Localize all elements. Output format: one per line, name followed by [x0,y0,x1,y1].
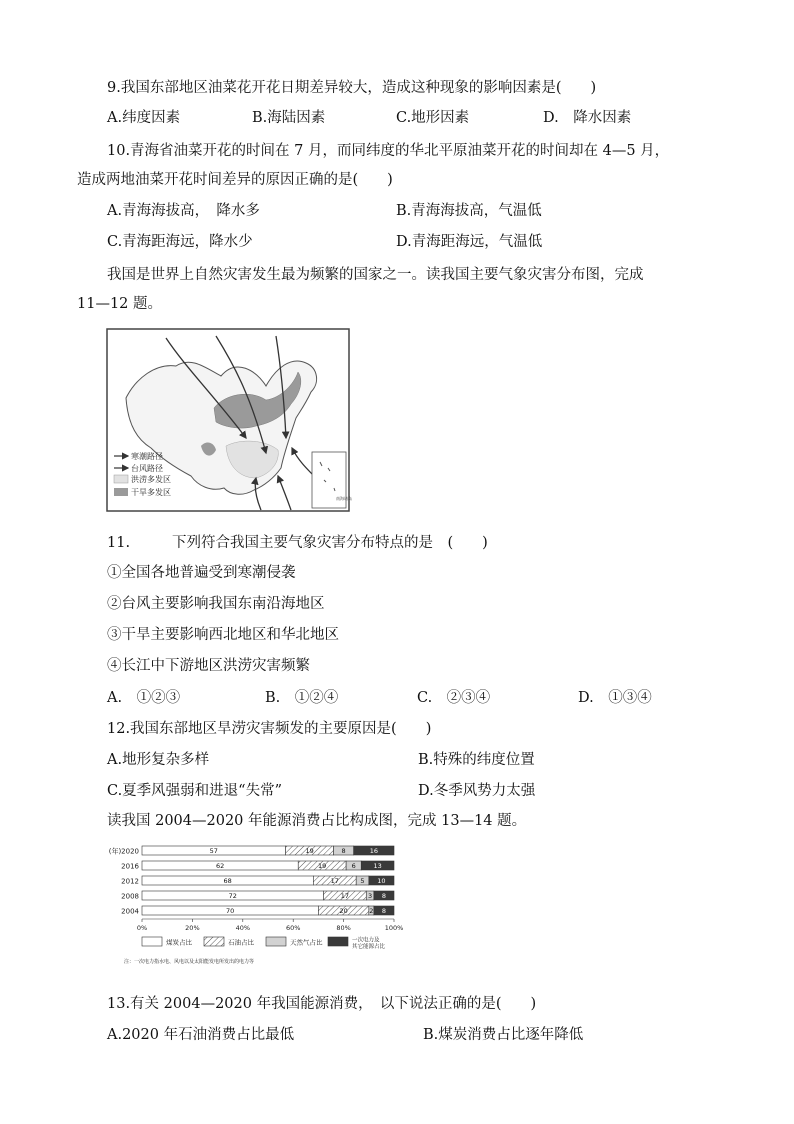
data-label: 72 [228,892,237,901]
map-legend-cold-wave: 寒潮路径 [131,452,163,461]
energy-consumption-chart [106,840,406,980]
data-label: 19 [305,847,314,856]
legend-swatch [204,937,224,946]
year-tick-label: 2012 [121,877,139,886]
q12-stem: 12.我国东部地区旱涝灾害频发的主要原因是( ) [107,721,432,737]
intro-13-14: 读我国 2004—2020 年能源消费占比构成图，完成 13—14 题。 [107,813,527,829]
x-tick-label: 80% [336,924,351,932]
q11-number: 11. [107,535,131,551]
year-tick-label: 2004 [121,907,139,916]
inset-label: 南海诸岛 [336,496,352,501]
q13-option-a: A.2020 年石油消费占比最低 [107,1027,295,1043]
year-tick-label: 2008 [121,892,139,901]
q9-option-d: D. 降水因素 [543,110,632,126]
legend-label: 石油占比 [228,938,254,947]
map-legend-flood: 洪涝多发区 [131,475,171,484]
q11-option-a: A. ①②③ [107,690,181,706]
data-label: 10 [377,877,386,886]
q10-option-d: D.青海距海远，气温低 [396,234,543,250]
q10-option-c: C.青海距海远，降水少 [107,234,253,250]
q11-stem: 下列符合我国主要气象灾害分布特点的是 ( ) [172,535,488,551]
q11-statement-4: ④长江中下游地区洪涝灾害频繁 [107,658,310,674]
q10-option-a: A.青海海拔高， 降水多 [107,203,260,219]
legend-label: 煤炭占比 [166,938,192,947]
legend-label: 一次电力及 [352,937,380,944]
q12-option-d: D.冬季风势力太强 [418,783,536,799]
intro-11-12-line1: 我国是世界上自然灾害发生最为频繁的国家之一。读我国主要气象灾害分布图，完成 [107,267,644,283]
data-label: 13 [373,862,382,871]
data-label: 8 [381,892,386,901]
data-label: 62 [215,862,225,871]
q13-option-b: B.煤炭消费占比逐年降低 [423,1027,584,1043]
data-label: 8 [381,907,386,916]
q12-option-c: C.夏季风强弱和进退“失常” [107,783,283,799]
legend-swatch [266,937,286,946]
q10-stem-line2: 造成两地油菜开花时间差异的原因正确的是( ) [77,172,393,188]
q11-option-b: B. ①②④ [265,690,339,706]
legend-swatch [142,937,162,946]
q11-statement-2: ②台风主要影响我国东南沿海地区 [107,596,325,612]
intro-11-12-line2: 11—12 题。 [77,296,163,312]
data-label: 20 [339,907,348,916]
q9-option-a: A.纬度因素 [107,110,181,126]
data-label: 8 [341,847,346,856]
legend-label: 天然气占比 [290,938,323,947]
x-tick-label: 0% [136,924,148,932]
q10-option-b: B.青海海拔高，气温低 [396,203,542,219]
x-tick-label: 40% [235,924,251,932]
q9-option-b: B.海陆因素 [252,110,326,126]
q9-stem: 9.我国东部地区油菜花开花日期差异较大，造成这种现象的影响因素是( ) [107,80,597,96]
q9-option-c: C.地形因素 [396,110,470,126]
q12-option-b: B.特殊的纬度位置 [418,752,535,768]
data-label: 19 [318,862,327,871]
q11-option-d: D. ①③④ [578,690,652,706]
data-label: 68 [223,877,232,886]
q11-statement-3: ③干旱主要影响西北地区和华北地区 [107,627,339,643]
data-label: 57 [209,847,218,856]
q11-option-c: C. ②③④ [417,690,491,706]
data-label: 3 [367,892,373,901]
data-label: 16 [369,847,378,856]
q10-stem-line1: 10.青海省油菜开花的时间在 7 月，而同纬度的华北平原油菜开花的时间却在 4—5 月， [107,143,670,159]
legend-label: 其它能源占比 [352,944,386,950]
data-label: 6 [351,862,356,871]
map-legend-drought: 干旱多发区 [131,488,171,497]
data-label: 17 [330,877,339,886]
q13-stem: 13.有关 2004—2020 年我国能源消费， 以下说法正确的是( ) [107,996,537,1012]
data-label: 5 [360,877,365,886]
legend-swatch [328,937,348,946]
data-label: 17 [340,892,350,901]
disaster-map [106,328,350,512]
x-tick-label: 60% [285,924,301,932]
data-label: 2 [369,907,374,916]
chart-note: 注：一次电力指水电、风电以及太阳能发电所发出的电力等 [124,959,255,965]
x-tick-label: 20% [185,924,200,932]
map-legend-typhoon: 台风路径 [131,464,163,473]
year-tick-label: (年)2020 [108,847,139,856]
q12-option-a: A.地形复杂多样 [107,752,210,768]
q11-statement-1: ①全国各地普遍受到寒潮侵袭 [107,565,296,581]
year-tick-label: 2016 [121,862,139,871]
data-label: 70 [226,907,235,916]
x-tick-label: 100% [384,924,404,932]
